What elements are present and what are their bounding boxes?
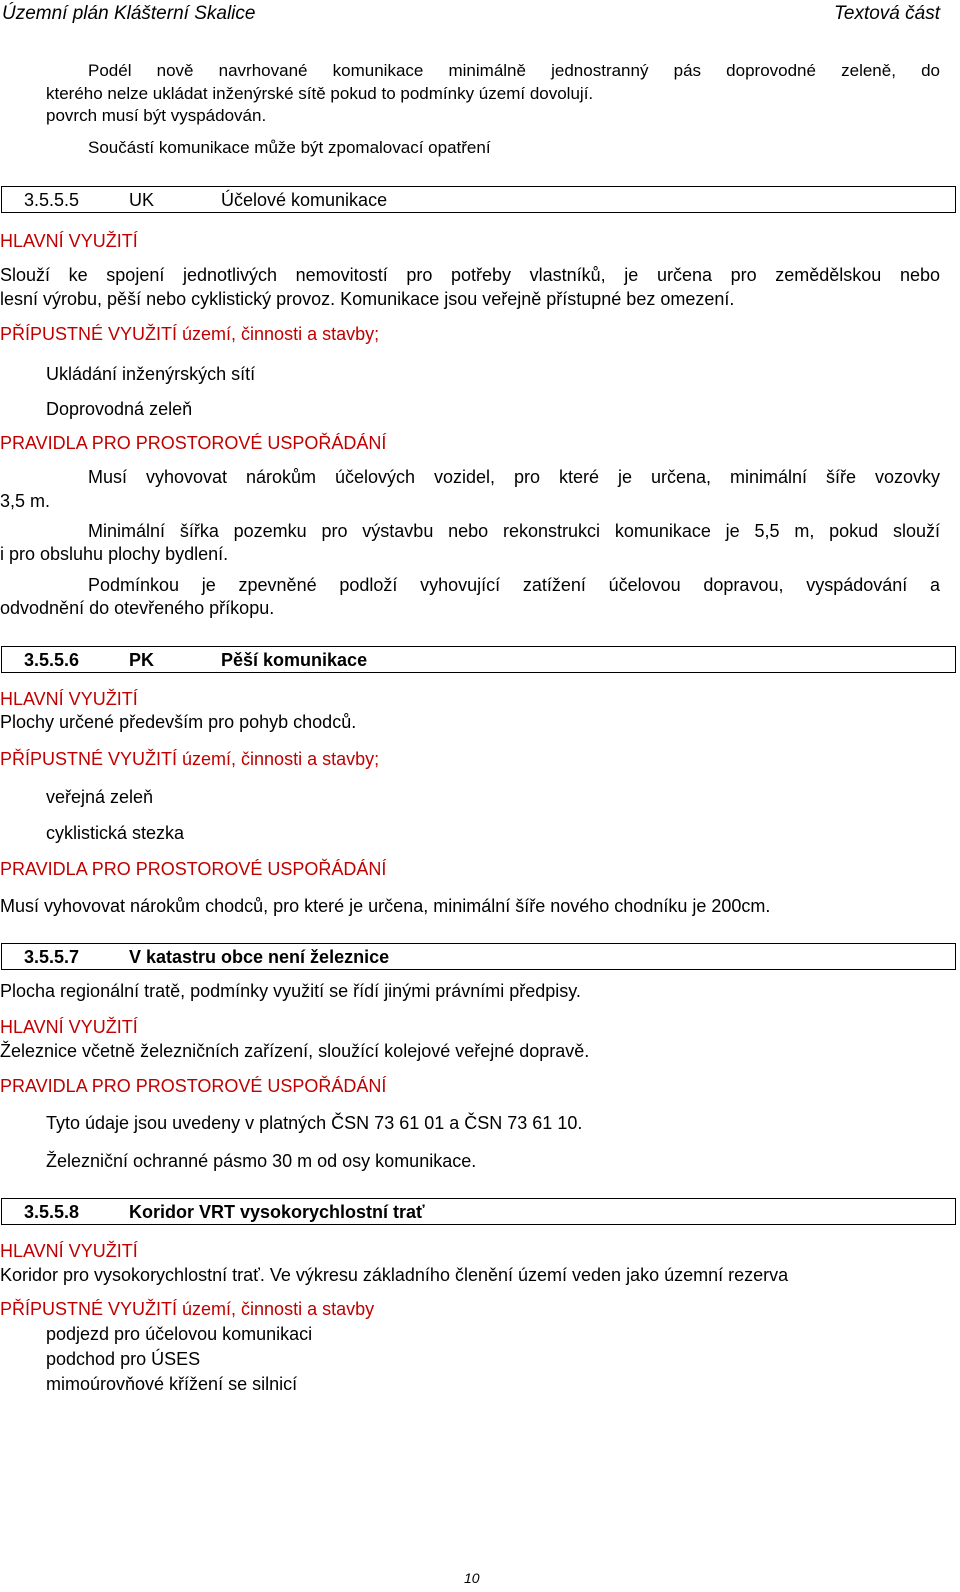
section-number: 3.5.5.6 bbox=[24, 650, 80, 670]
paragraph: Plocha regionální tratě, podmínky využití se řídí jinými právními předpisy. bbox=[0, 981, 581, 1001]
section-heading-box bbox=[1, 186, 956, 213]
paragraph-line: 3,5 m. bbox=[0, 491, 51, 511]
paragraph-line: Musí vyhovovat nárokům účelových vozidel, pro které je určena, minimální šíře vozovky bbox=[88, 467, 940, 487]
header-document-title: Územní plán Klášterní Skalice bbox=[2, 3, 256, 24]
section-number: 3.5.5.5 bbox=[24, 190, 80, 210]
section-title: Pěší komunikace bbox=[221, 650, 368, 670]
paragraph-line: Minimální šířka pozemku pro výstavbu nebo rekonstrukci komunikace je 5,5 m, pokud slouží bbox=[88, 521, 940, 541]
paragraph-line: lesní výrobu, pěší nebo cyklistický provoz. Komunikace jsou veřejně přístupné bez omezení. bbox=[0, 289, 735, 309]
main-use-heading: HLAVNÍ VYUŽITÍ bbox=[0, 1241, 138, 1261]
section-code: PK bbox=[129, 650, 155, 670]
header-section-label: Textová část bbox=[834, 3, 940, 24]
list-item: Tyto údaje jsou uvedeny v platných ČSN 73 61 01 a ČSN 73 61 10. bbox=[46, 1113, 583, 1133]
main-use-heading: HLAVNÍ VYUŽITÍ bbox=[0, 1017, 138, 1037]
paragraph-line: povrch musí být vyspádován. bbox=[46, 106, 267, 125]
paragraph: Železnice včetně železničních zařízení, sloužící kolejové veřejné dopravě. bbox=[0, 1041, 590, 1061]
section-title: Účelové komunikace bbox=[221, 190, 388, 210]
section-number: 3.5.5.8 bbox=[24, 1202, 80, 1222]
list-item: veřejná zeleň bbox=[46, 787, 154, 807]
list-item: podjezd pro účelovou komunikaci bbox=[46, 1324, 313, 1344]
section-heading-box bbox=[1, 943, 956, 970]
main-use-heading: HLAVNÍ VYUŽITÍ bbox=[0, 689, 138, 709]
list-item: Železniční ochranné pásmo 30 m od osy komunikace. bbox=[46, 1151, 477, 1171]
permitted-use-heading: PŘÍPUSTNÉ VYUŽITÍ území, činnosti a stavby; bbox=[0, 324, 380, 344]
paragraph-line: odvodnění do otevřeného příkopu. bbox=[0, 598, 275, 618]
list-item: Doprovodná zeleň bbox=[46, 399, 193, 419]
section-title: V katastru obce není železnice bbox=[129, 947, 390, 967]
list-item: mimoúrovňové křížení se silnicí bbox=[46, 1374, 298, 1394]
permitted-use-heading: PŘÍPUSTNÉ VYUŽITÍ území, činnosti a stavby bbox=[0, 1299, 375, 1319]
list-item: cyklistická stezka bbox=[46, 823, 185, 843]
section-title: Koridor VRT vysokorychlostní trať bbox=[129, 1202, 425, 1222]
section-heading-box bbox=[1, 1198, 956, 1225]
paragraph-line: Slouží ke spojení jednotlivých nemovitostí pro potřeby vlastníků, je určena pro zemědělskou nebo bbox=[0, 265, 940, 285]
page-number: 10 bbox=[464, 1570, 480, 1586]
list-item: Ukládání inženýrských sítí bbox=[46, 364, 256, 384]
spatial-rules-heading: PRAVIDLA PRO PROSTOROVÉ USPOŘÁDÁNÍ bbox=[0, 1076, 387, 1096]
paragraph: Plochy určené především pro pohyb chodců. bbox=[0, 712, 357, 732]
paragraph: Musí vyhovovat nárokům chodců, pro které je určena, minimální šíře nového chodníku je 200cm. bbox=[0, 896, 771, 916]
spatial-rules-heading: PRAVIDLA PRO PROSTOROVÉ USPOŘÁDÁNÍ bbox=[0, 433, 387, 453]
list-item: podchod pro ÚSES bbox=[46, 1349, 201, 1369]
paragraph-line: kterého nelze ukládat inženýrské sítě pokud to podmínky území dovolují. bbox=[46, 84, 594, 103]
paragraph: Součástí komunikace může být zpomalovací opatření bbox=[88, 138, 491, 157]
paragraph-line: i pro obsluhu plochy bydlení. bbox=[0, 544, 229, 564]
permitted-use-heading: PŘÍPUSTNÉ VYUŽITÍ území, činnosti a stavby; bbox=[0, 749, 380, 769]
spatial-rules-heading: PRAVIDLA PRO PROSTOROVÉ USPOŘÁDÁNÍ bbox=[0, 859, 387, 879]
paragraph: Koridor pro vysokorychlostní trať. Ve výkresu základního členění území veden jako územní rezerva bbox=[0, 1265, 789, 1285]
section-code: UK bbox=[129, 190, 155, 210]
paragraph-line: Podél nově navrhované komunikace minimálně jednostranný pás doprovodné zeleně, do bbox=[88, 61, 940, 80]
section-number: 3.5.5.7 bbox=[24, 947, 80, 967]
paragraph-line: Podmínkou je zpevněné podloží vyhovující zatížení účelovou dopravou, vyspádování a bbox=[88, 575, 940, 595]
main-use-heading: HLAVNÍ VYUŽITÍ bbox=[0, 231, 138, 251]
section-heading-box bbox=[1, 646, 956, 673]
